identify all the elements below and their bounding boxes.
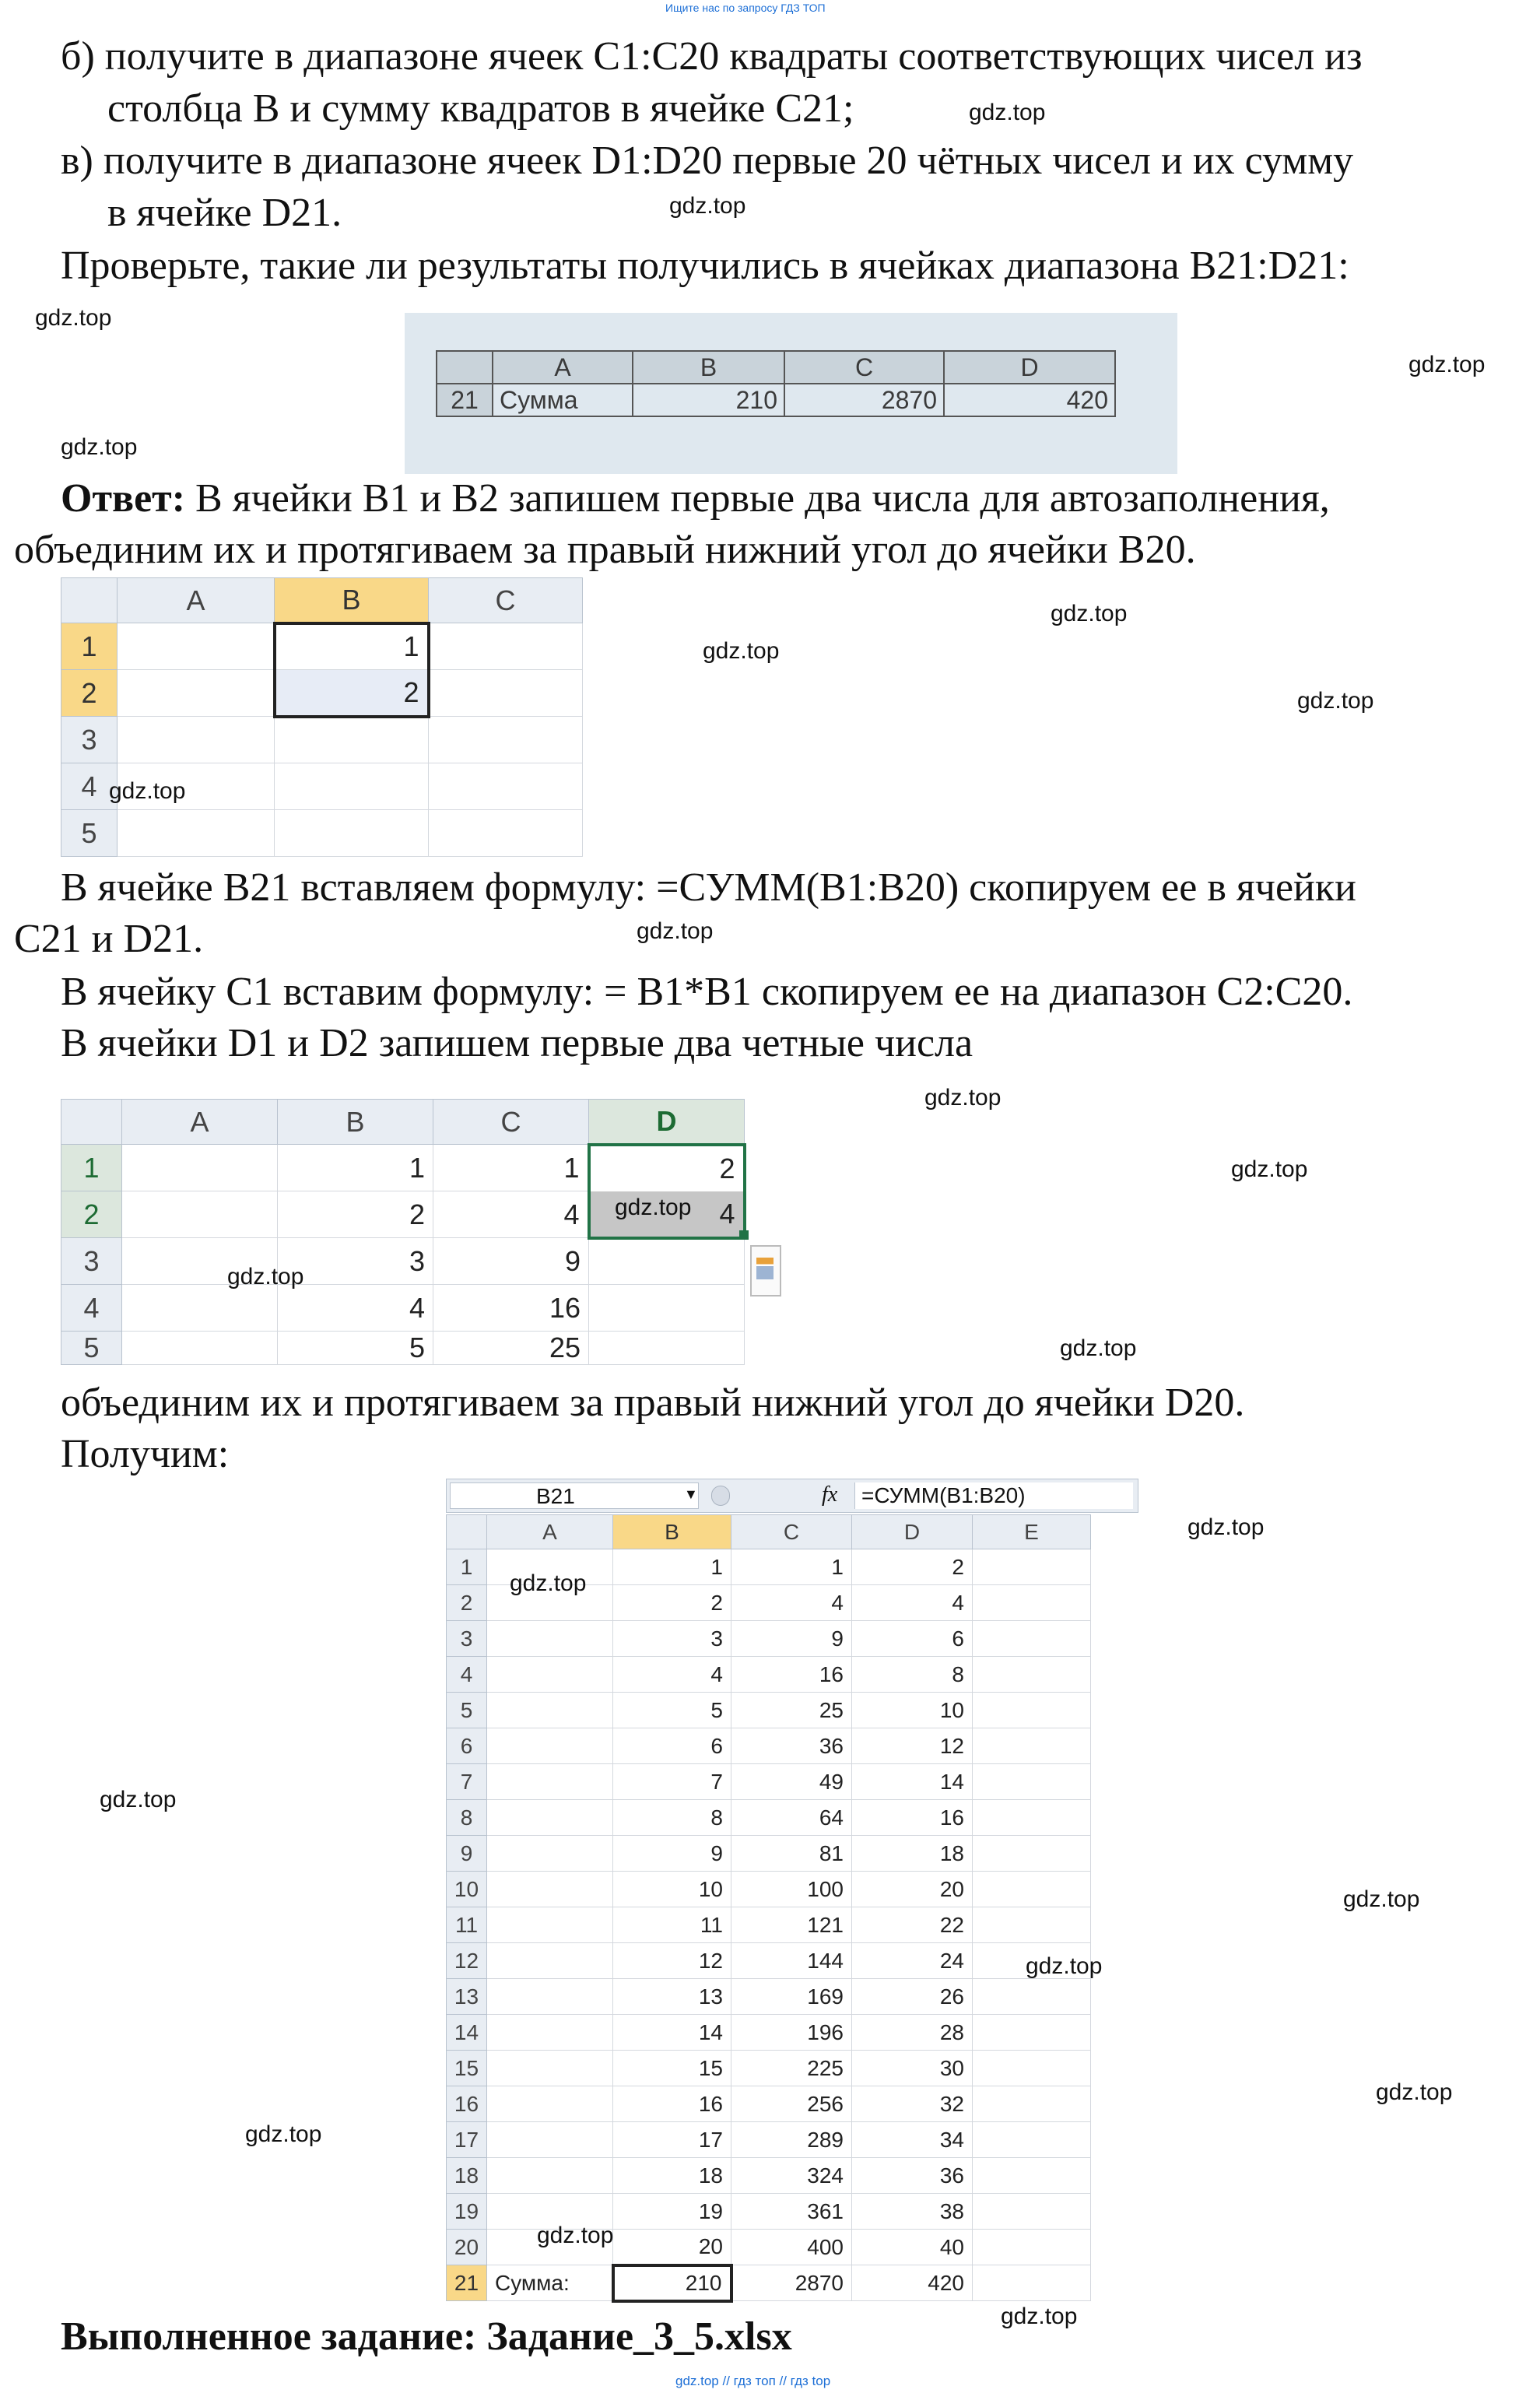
autofill-options-icon[interactable]	[750, 1245, 781, 1297]
grid3-row-header[interactable]: 13	[447, 1979, 487, 2015]
grid3-row	[447, 1764, 1091, 1800]
grid3-cell-e[interactable]	[973, 2230, 1091, 2265]
grid1-row-5[interactable]: 5	[61, 810, 118, 857]
grid3-row-header[interactable]: 15	[447, 2051, 487, 2086]
grid2-row-5[interactable]: 5	[61, 1332, 122, 1365]
grid3-cell-c[interactable]: 256	[731, 2086, 852, 2122]
watermark: gdz.top	[1187, 1514, 1265, 1540]
grid3-cell-b[interactable]: 17	[613, 2122, 731, 2158]
grid3-row-header[interactable]: 12	[447, 1943, 487, 1979]
grid2	[61, 1099, 746, 1365]
grid3-cell-d[interactable]: 12	[852, 1728, 973, 1764]
grid3-row	[447, 1800, 1091, 1836]
grid2-a2[interactable]	[122, 1191, 278, 1238]
check-col-d: D	[944, 351, 1115, 384]
merge-line: объединим их и протягиваем за правый нижний угол до ячейки D20.	[61, 1381, 1245, 1425]
name-box[interactable]	[450, 1482, 699, 1509]
grid1-row-1[interactable]: 1	[61, 623, 118, 670]
grid2-row-1[interactable]: 1	[61, 1145, 122, 1191]
watermark: gdz.top	[227, 1264, 304, 1289]
grid3-row	[447, 1943, 1091, 1979]
grid3-row	[447, 1872, 1091, 1907]
grid3-row	[447, 2015, 1091, 2051]
grid2-d1[interactable]: 2	[589, 1145, 745, 1191]
watermark: gdz.top	[1026, 1953, 1103, 1979]
grid1-b3[interactable]	[275, 717, 429, 763]
grid2-b3[interactable]: 3	[278, 1238, 433, 1285]
grid2-corner[interactable]	[61, 1100, 122, 1145]
grid2-c3[interactable]: 9	[433, 1238, 589, 1285]
answer-label: Ответ:	[61, 476, 186, 521]
fill-handle[interactable]	[739, 1230, 749, 1240]
grid1-a1[interactable]	[118, 623, 275, 670]
bottom-note: gdz.top // гдз топ // гдз top	[675, 2374, 831, 2388]
grid3-row	[447, 1657, 1091, 1693]
grid3-cell-d[interactable]: 34	[852, 2122, 973, 2158]
top-note: Ищите нас по запросу ГДЗ ТОП	[665, 2, 826, 14]
grid3-cell-e[interactable]	[973, 1585, 1091, 1621]
grid3-cell-e[interactable]	[973, 1728, 1091, 1764]
check-value-c: 2870	[784, 384, 944, 416]
check-line: Проверьте, такие ли результаты получились в ячейках диапазона B21:D21:	[61, 244, 1349, 288]
grid3-row-header[interactable]: 16	[447, 2086, 487, 2122]
grid2-d5[interactable]	[589, 1332, 745, 1365]
grid3-cell-e[interactable]	[973, 1872, 1091, 1907]
grid3-cell-d[interactable]: 6	[852, 1621, 973, 1657]
grid1-row-2[interactable]: 2	[61, 670, 118, 717]
grid3-row	[447, 2051, 1091, 2086]
watermark: gdz.top	[510, 1570, 587, 1596]
grid3-cell-e[interactable]	[973, 1764, 1091, 1800]
grid3-cell-e[interactable]	[973, 1836, 1091, 1872]
grid3-sum-b[interactable]: 210	[613, 2265, 731, 2301]
grid1-c4[interactable]	[429, 763, 583, 810]
grid3-cell-d[interactable]: 24	[852, 1943, 973, 1979]
grid3-sum-d[interactable]: 420	[852, 2265, 973, 2301]
grid3-cell-d[interactable]: 28	[852, 2015, 973, 2051]
grid1-b2[interactable]: 2	[275, 670, 429, 717]
grid3-row-header[interactable]: 8	[447, 1800, 487, 1836]
grid1-col-a[interactable]: A	[118, 578, 275, 623]
grid3-row	[447, 1836, 1091, 1872]
grid2-b2[interactable]: 2	[278, 1191, 433, 1238]
grid3-row-header[interactable]: 9	[447, 1836, 487, 1872]
grid3-cell-d[interactable]: 32	[852, 2086, 973, 2122]
name-box-dropdown-icon[interactable]: ▼	[684, 1486, 698, 1502]
grid3-cell-c[interactable]: 4	[731, 1585, 852, 1621]
grid3-cell-c[interactable]: 121	[731, 1907, 852, 1943]
check-col-b: B	[633, 351, 784, 384]
grid3-cell-b[interactable]: 20	[613, 2230, 731, 2265]
grid3-cell-c[interactable]: 25	[731, 1693, 852, 1728]
check-label: Сумма	[493, 384, 633, 416]
grid3-row	[447, 1728, 1091, 1764]
grid2-c5[interactable]: 25	[433, 1332, 589, 1365]
grid3-cell-b[interactable]: 4	[613, 1657, 731, 1693]
grid3-cell-e[interactable]	[973, 1979, 1091, 2015]
grid3-cell-c[interactable]: 16	[731, 1657, 852, 1693]
para-v-line2: в ячейке D21.	[107, 191, 342, 235]
grid3-cell-b[interactable]: 15	[613, 2051, 731, 2086]
result-label: Получим:	[61, 1432, 230, 1476]
formula-input[interactable]	[854, 1482, 1133, 1509]
para-b-line1: б) получите в диапазоне ячеек C1:C20 квадраты соответствующих чисел из	[61, 34, 1363, 79]
grid3-cell-c[interactable]: 225	[731, 2051, 852, 2086]
grid3-cell-b[interactable]: 14	[613, 2015, 731, 2051]
grid3-row-header[interactable]: 20	[447, 2230, 487, 2265]
grid2-c4[interactable]: 16	[433, 1285, 589, 1332]
para-b-line2: столбца B и сумму квадратов в ячейке C21;	[107, 86, 854, 131]
watermark: gdz.top	[109, 778, 186, 804]
grid3-row	[447, 2158, 1091, 2194]
grid3-col-e[interactable]: E	[973, 1515, 1091, 1549]
grid3-cell-d[interactable]: 10	[852, 1693, 973, 1728]
grid3-cell-d[interactable]: 36	[852, 2158, 973, 2194]
grid3-cell-b[interactable]: 13	[613, 1979, 731, 2015]
grid2-row-4[interactable]: 4	[61, 1285, 122, 1332]
check-table	[436, 350, 1116, 417]
grid3-cell-c[interactable]: 361	[731, 2194, 852, 2230]
watermark: gdz.top	[35, 305, 112, 331]
grid2-col-c[interactable]: C	[433, 1100, 589, 1145]
grid3-cell-e[interactable]	[973, 1657, 1091, 1693]
watermark: gdz.top	[537, 2223, 614, 2248]
check-row-num: 21	[437, 384, 493, 416]
grid3-col-d[interactable]: D	[852, 1515, 973, 1549]
grid3-cell-d[interactable]: 20	[852, 1872, 973, 1907]
grid3-cell-e[interactable]	[973, 1621, 1091, 1657]
para-v-line1: в) получите в диапазоне ячеек D1:D20 первые 20 чётных чисел и их сумму	[61, 139, 1354, 183]
grid3-row-header[interactable]: 7	[447, 1764, 487, 1800]
check-col-a: A	[493, 351, 633, 384]
grid3-row-header[interactable]: 21	[447, 2265, 487, 2301]
grid3-cell-b[interactable]: 18	[613, 2158, 731, 2194]
formula-line3: В ячейку C1 вставим формулу: = B1*B1 скопируем ее на диапазон C2:C20.	[61, 970, 1353, 1014]
fx-icon[interactable]: fx	[822, 1482, 838, 1507]
grid2-row-3[interactable]: 3	[61, 1238, 122, 1285]
check-col-c: C	[784, 351, 944, 384]
grid1-b4[interactable]	[275, 763, 429, 810]
watermark: gdz.top	[615, 1195, 692, 1220]
grid2-d3[interactable]	[589, 1238, 745, 1285]
grid3-cell-c[interactable]: 169	[731, 1979, 852, 2015]
grid3-cell-d[interactable]: 2	[852, 1549, 973, 1585]
grid3-cell-a[interactable]	[487, 1657, 613, 1693]
grid3-cell-a[interactable]	[487, 1943, 613, 1979]
grid2-col-d[interactable]: D	[589, 1100, 745, 1145]
formula-text: =СУММ(B1:B20)	[861, 1483, 1026, 1507]
grid3-cell-d[interactable]: 18	[852, 1836, 973, 1872]
watermark: gdz.top	[245, 2121, 322, 2147]
grid1	[61, 577, 583, 857]
grid1-a5[interactable]	[118, 810, 275, 857]
grid1-corner[interactable]	[61, 578, 118, 623]
grid3-cell-d[interactable]: 26	[852, 1979, 973, 2015]
watermark: gdz.top	[100, 1787, 177, 1812]
grid3-cell-a[interactable]	[487, 1836, 613, 1872]
grid3-row	[447, 1621, 1091, 1657]
grid3-cell-c[interactable]: 289	[731, 2122, 852, 2158]
grid2-row-2[interactable]: 2	[61, 1191, 122, 1238]
grid1-b5[interactable]	[275, 810, 429, 857]
answer-text: В ячейки B1 и B2 запишем первые два числа для автозаполнения,	[185, 476, 1330, 521]
grid1-c1[interactable]	[429, 623, 583, 670]
grid3-cell-a[interactable]	[487, 1979, 613, 2015]
check-value-b: 210	[633, 384, 784, 416]
grid3-corner[interactable]	[447, 1515, 487, 1549]
grid3-cell-b[interactable]: 9	[613, 1836, 731, 1872]
grid3-row-header[interactable]: 5	[447, 1693, 487, 1728]
watermark: gdz.top	[924, 1085, 1002, 1111]
grid3-cell-a[interactable]	[487, 2015, 613, 2051]
formula-line2: C21 и D21.	[14, 917, 204, 961]
formula-line1: В ячейке B21 вставляем формулу: =СУММ(B1:B20) скопируем ее в ячейки	[61, 865, 1356, 910]
grid3-sum-row	[447, 2265, 1091, 2301]
grid3-row	[447, 1907, 1091, 1943]
grid3-cell-d[interactable]: 14	[852, 1764, 973, 1800]
watermark: gdz.top	[1051, 601, 1128, 626]
watermark: gdz.top	[1376, 2079, 1453, 2105]
grid3-row-header[interactable]: 19	[447, 2194, 487, 2230]
grid3-cell-d[interactable]: 22	[852, 1907, 973, 1943]
grid3-row-header[interactable]: 1	[447, 1549, 487, 1585]
watermark: gdz.top	[1060, 1335, 1137, 1361]
watermark: gdz.top	[1408, 352, 1486, 377]
grid2-b4[interactable]: 4	[278, 1285, 433, 1332]
grid3-cell-c[interactable]: 400	[731, 2230, 852, 2265]
grid3-row-header[interactable]: 2	[447, 1585, 487, 1621]
name-box-value: B21	[536, 1484, 575, 1508]
grid3-cell-d[interactable]: 16	[852, 1800, 973, 1836]
watermark: gdz.top	[637, 918, 714, 944]
grid3-cell-c[interactable]: 36	[731, 1728, 852, 1764]
watermark: gdz.top	[1001, 2304, 1078, 2329]
grid3-row	[447, 2122, 1091, 2158]
check-table-scan	[405, 313, 1177, 474]
grid3-cell-a[interactable]	[487, 1693, 613, 1728]
grid2-b1[interactable]: 1	[278, 1145, 433, 1191]
grid2-col-a[interactable]: A	[122, 1100, 278, 1145]
formula-bar	[446, 1479, 1138, 1513]
grid3-cell-c[interactable]: 49	[731, 1764, 852, 1800]
grid2-col-b[interactable]: B	[278, 1100, 433, 1145]
watermark: gdz.top	[61, 434, 138, 460]
grid2-c2[interactable]: 4	[433, 1191, 589, 1238]
grid1-row-4[interactable]: 4	[61, 763, 118, 810]
grid3-row	[447, 2086, 1091, 2122]
grid1-a3[interactable]	[118, 717, 275, 763]
grid3-cell-b[interactable]: 7	[613, 1764, 731, 1800]
grid3-cell-e[interactable]	[973, 1800, 1091, 1836]
grid2-d2[interactable]: 4	[589, 1191, 745, 1238]
grid3-col-c[interactable]: C	[731, 1515, 852, 1549]
grid2-a5[interactable]	[122, 1332, 278, 1365]
grid1-c3[interactable]	[429, 717, 583, 763]
grid2-b5[interactable]: 5	[278, 1332, 433, 1365]
grid3-cell-b[interactable]: 5	[613, 1693, 731, 1728]
grid3-sum-e[interactable]	[973, 2265, 1091, 2301]
grid3-row-header[interactable]: 6	[447, 1728, 487, 1764]
grid3-cell-a[interactable]	[487, 1907, 613, 1943]
grid3-cell-e[interactable]	[973, 1693, 1091, 1728]
grid1-b1[interactable]: 1	[275, 623, 429, 670]
grid3-cell-e[interactable]	[973, 2122, 1091, 2158]
grid3	[446, 1514, 1091, 2303]
grid2-c1[interactable]: 1	[433, 1145, 589, 1191]
grid2-d4[interactable]	[589, 1285, 745, 1332]
grid3-cell-b[interactable]: 19	[613, 2194, 731, 2230]
answer-line2: объединим их и протягиваем за правый нижний угол до ячейки B20.	[14, 528, 1196, 572]
grid3-cell-c[interactable]: 196	[731, 2015, 852, 2051]
grid3-cell-e[interactable]	[973, 2015, 1091, 2051]
watermark: gdz.top	[1343, 1886, 1420, 1912]
grid3-cell-c[interactable]: 81	[731, 1836, 852, 1872]
answer-line1	[61, 473, 1330, 525]
grid3-row-header[interactable]: 4	[447, 1657, 487, 1693]
grid3-cell-e[interactable]	[973, 1907, 1091, 1943]
watermark: gdz.top	[669, 193, 746, 219]
grid3-cell-a[interactable]	[487, 1800, 613, 1836]
watermark: gdz.top	[969, 100, 1046, 125]
grid3-cell-c[interactable]: 324	[731, 2158, 852, 2194]
grid3-cell-b[interactable]: 3	[613, 1621, 731, 1657]
watermark: gdz.top	[703, 638, 780, 664]
grid3-cell-c[interactable]: 9	[731, 1621, 852, 1657]
grid3-cell-d[interactable]: 30	[852, 2051, 973, 2086]
grid1-row-3[interactable]: 3	[61, 717, 118, 763]
watermark: gdz.top	[1231, 1156, 1308, 1182]
grid3-col-a[interactable]: A	[487, 1515, 613, 1549]
check-corner	[437, 351, 493, 384]
grid2-a4[interactable]	[122, 1285, 278, 1332]
grid3-row	[447, 1979, 1091, 2015]
check-value-d: 420	[944, 384, 1115, 416]
grid3-cell-c[interactable]: 144	[731, 1943, 852, 1979]
grid3-cell-a[interactable]	[487, 1764, 613, 1800]
grid3-cell-a[interactable]	[487, 1872, 613, 1907]
grid3-cell-b[interactable]: 1	[613, 1549, 731, 1585]
grid3-cell-a[interactable]	[487, 2158, 613, 2194]
grid3-row-header[interactable]: 11	[447, 1907, 487, 1943]
grid3-row	[447, 1693, 1091, 1728]
grid3-cell-c[interactable]: 1	[731, 1549, 852, 1585]
grid3-row-header[interactable]: 14	[447, 2015, 487, 2051]
grid3-cell-e[interactable]	[973, 2051, 1091, 2086]
grid3-cell-b[interactable]: 2	[613, 1585, 731, 1621]
grid3-cell-a[interactable]	[487, 2051, 613, 2086]
formula-line4: В ячейки D1 и D2 запишем первые два четные числа	[61, 1021, 973, 1065]
grid3-cell-a[interactable]	[487, 1728, 613, 1764]
grid3-cell-e[interactable]	[973, 1549, 1091, 1585]
grid3-cell-b[interactable]: 8	[613, 1800, 731, 1836]
grid1-a2[interactable]	[118, 670, 275, 717]
grid3-cell-d[interactable]: 38	[852, 2194, 973, 2230]
done-line: Выполненное задание: Задание_3_5.xlsx	[61, 2314, 792, 2359]
grid3-row-header[interactable]: 17	[447, 2122, 487, 2158]
grid3-col-b[interactable]: B	[613, 1515, 731, 1549]
grid3-cell-e[interactable]	[973, 2086, 1091, 2122]
formula-handle-icon[interactable]	[711, 1486, 730, 1506]
grid1-c2[interactable]	[429, 670, 583, 717]
grid3-cell-d[interactable]: 4	[852, 1585, 973, 1621]
grid3-cell-b[interactable]: 16	[613, 2086, 731, 2122]
grid3-sum-label[interactable]: Сумма:	[487, 2265, 613, 2301]
grid3-cell-b[interactable]: 6	[613, 1728, 731, 1764]
grid3-cell-d[interactable]: 8	[852, 1657, 973, 1693]
grid3-cell-b[interactable]: 10	[613, 1872, 731, 1907]
grid1-col-b[interactable]: B	[275, 578, 429, 623]
grid3-cell-a[interactable]	[487, 1621, 613, 1657]
grid3-row-header[interactable]: 18	[447, 2158, 487, 2194]
grid2-a1[interactable]	[122, 1145, 278, 1191]
grid3-cell-b[interactable]: 11	[613, 1907, 731, 1943]
grid3-row-header[interactable]: 10	[447, 1872, 487, 1907]
watermark: gdz.top	[1297, 688, 1374, 714]
grid3-cell-a[interactable]	[487, 2086, 613, 2122]
grid3-cell-a[interactable]	[487, 2122, 613, 2158]
grid3-cell-d[interactable]: 40	[852, 2230, 973, 2265]
grid1-c5[interactable]	[429, 810, 583, 857]
grid1-col-c[interactable]: C	[429, 578, 583, 623]
grid3-cell-c[interactable]: 64	[731, 1800, 852, 1836]
grid3-row-header[interactable]: 3	[447, 1621, 487, 1657]
grid3-cell-e[interactable]	[973, 2194, 1091, 2230]
grid3-cell-e[interactable]	[973, 2158, 1091, 2194]
grid3-cell-c[interactable]: 100	[731, 1872, 852, 1907]
grid3-cell-b[interactable]: 12	[613, 1943, 731, 1979]
grid3-sum-c[interactable]: 2870	[731, 2265, 852, 2301]
